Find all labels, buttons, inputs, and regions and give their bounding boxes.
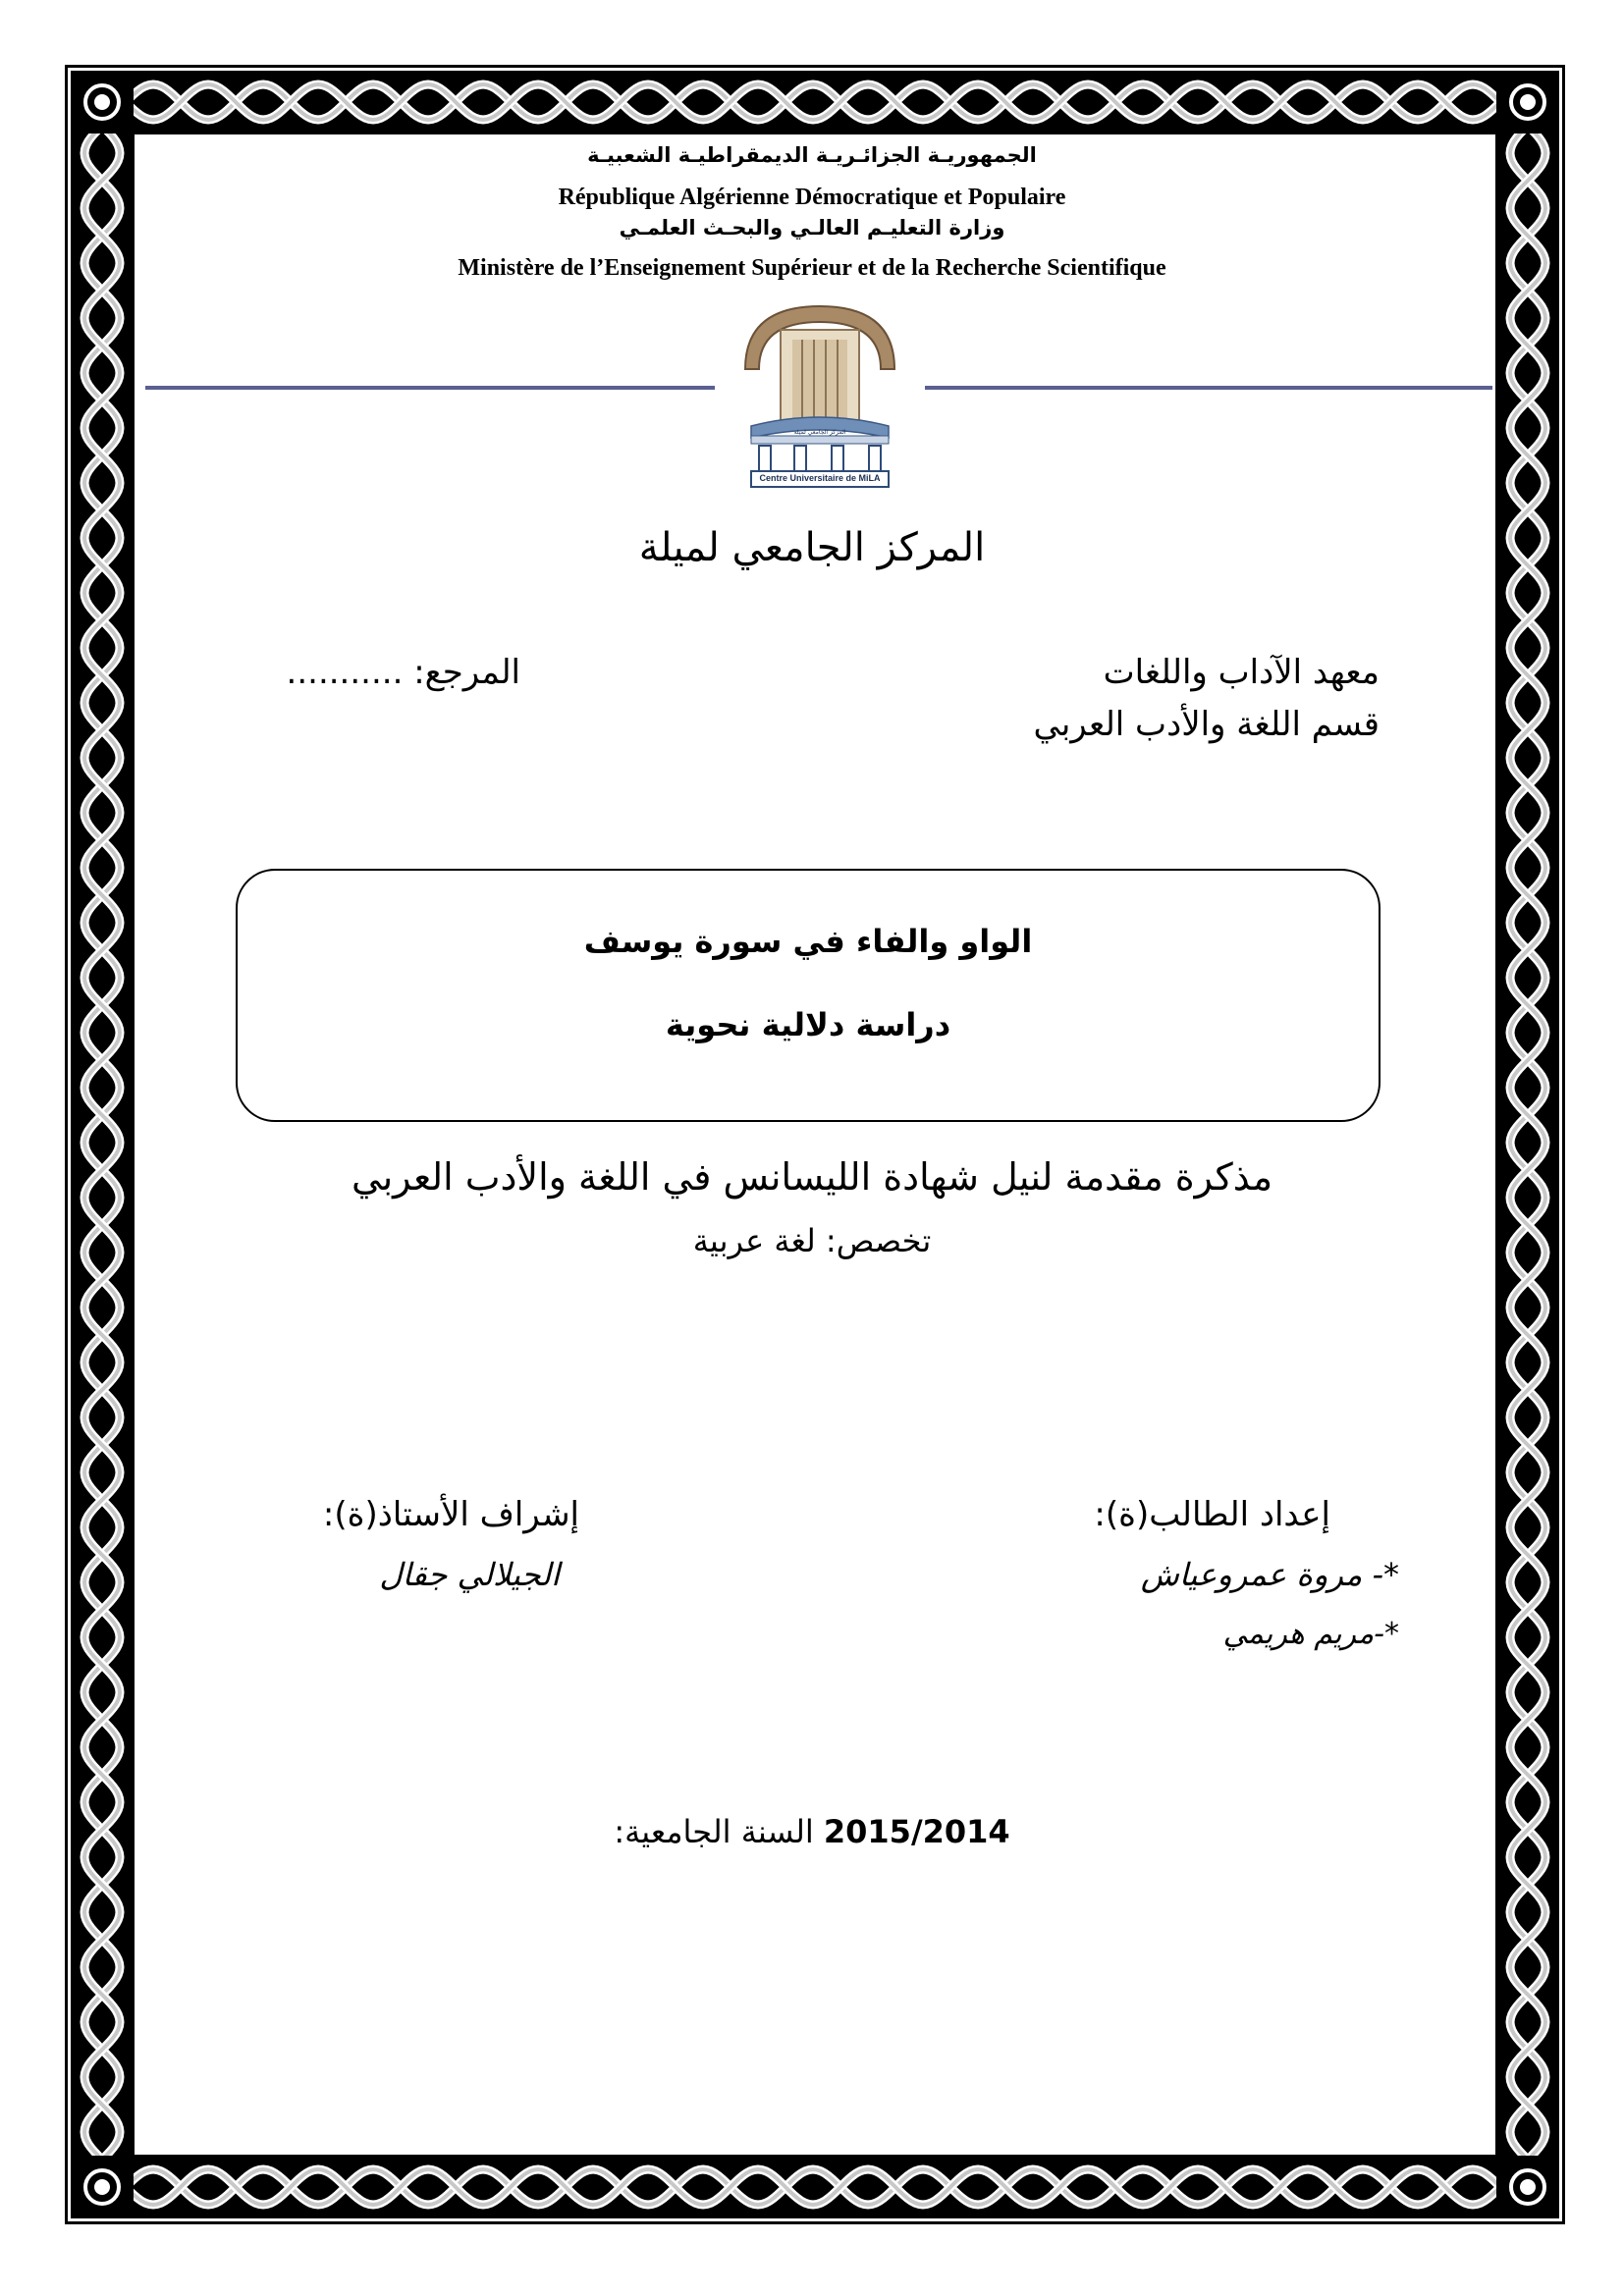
student-name-1: *- مروة عمروعياش	[1140, 1556, 1399, 1593]
degree-statement: مذكرة مقدمة لنيل شهادة الليسانس في اللغة والأدب العربي	[351, 1155, 1273, 1199]
institution-name: المركز الجامعي لميلة	[638, 525, 986, 570]
supervisor-label: إشراف الأستاذ(ة):	[322, 1495, 579, 1534]
decorative-border-bottom	[71, 2156, 1559, 2218]
header-rule-right	[925, 386, 1492, 390]
header-ministry-fr: Ministère de l’Enseignement Supérieur et de la Recherche Scientifique	[458, 255, 1166, 281]
corner-ornament-top-right	[1496, 71, 1559, 133]
academic-year-label: السنة الجامعية:	[614, 1813, 814, 1850]
academic-year	[393, 1813, 1231, 1850]
supervisor-name: الجيلالي جقال	[379, 1556, 560, 1593]
university-logo	[731, 300, 908, 489]
thesis-subtitle: دراسة دلالية نحوية	[665, 1006, 951, 1043]
decorative-border-right	[1496, 71, 1559, 2218]
header-ministry-ar: وزارة التعليـم العالـي والبحـث العلمـي	[619, 216, 1005, 240]
logo-caption: Centre Universitaire de MiLA	[759, 473, 881, 483]
specialty: تخصص: لغة عربية	[692, 1222, 932, 1259]
corner-ornament-bottom-right	[1496, 2156, 1559, 2218]
decorative-border-left	[71, 71, 134, 2218]
students-label: إعداد الطالب(ة):	[1094, 1495, 1330, 1534]
institute-name: معهد الآداب واللغات	[1103, 653, 1380, 692]
academic-year-value: 2015/2014	[823, 1813, 1010, 1850]
header-republic-ar: الجمهوريـة الجزائـريـة الديمقراطيـة الشعبيـة	[587, 143, 1037, 167]
decorative-border-top	[71, 71, 1559, 133]
department-name: قسم اللغة والأدب العربي	[1033, 705, 1380, 744]
thesis-title: الواو والفاء في سورة يوسف	[583, 923, 1033, 960]
corner-ornament-top-left	[71, 71, 134, 133]
student-name-2: *-مريم هريمي	[1222, 1617, 1399, 1651]
logo-building-sign: المركز الجامعي لميلة	[793, 429, 846, 436]
header-rule-left	[145, 386, 715, 390]
reference-label: المرجع: ...........	[286, 653, 520, 692]
corner-ornament-bottom-left	[71, 2156, 134, 2218]
thesis-title-box	[236, 869, 1380, 1122]
header-republic-fr: République Algérienne Démocratique et Populaire	[558, 185, 1066, 210]
